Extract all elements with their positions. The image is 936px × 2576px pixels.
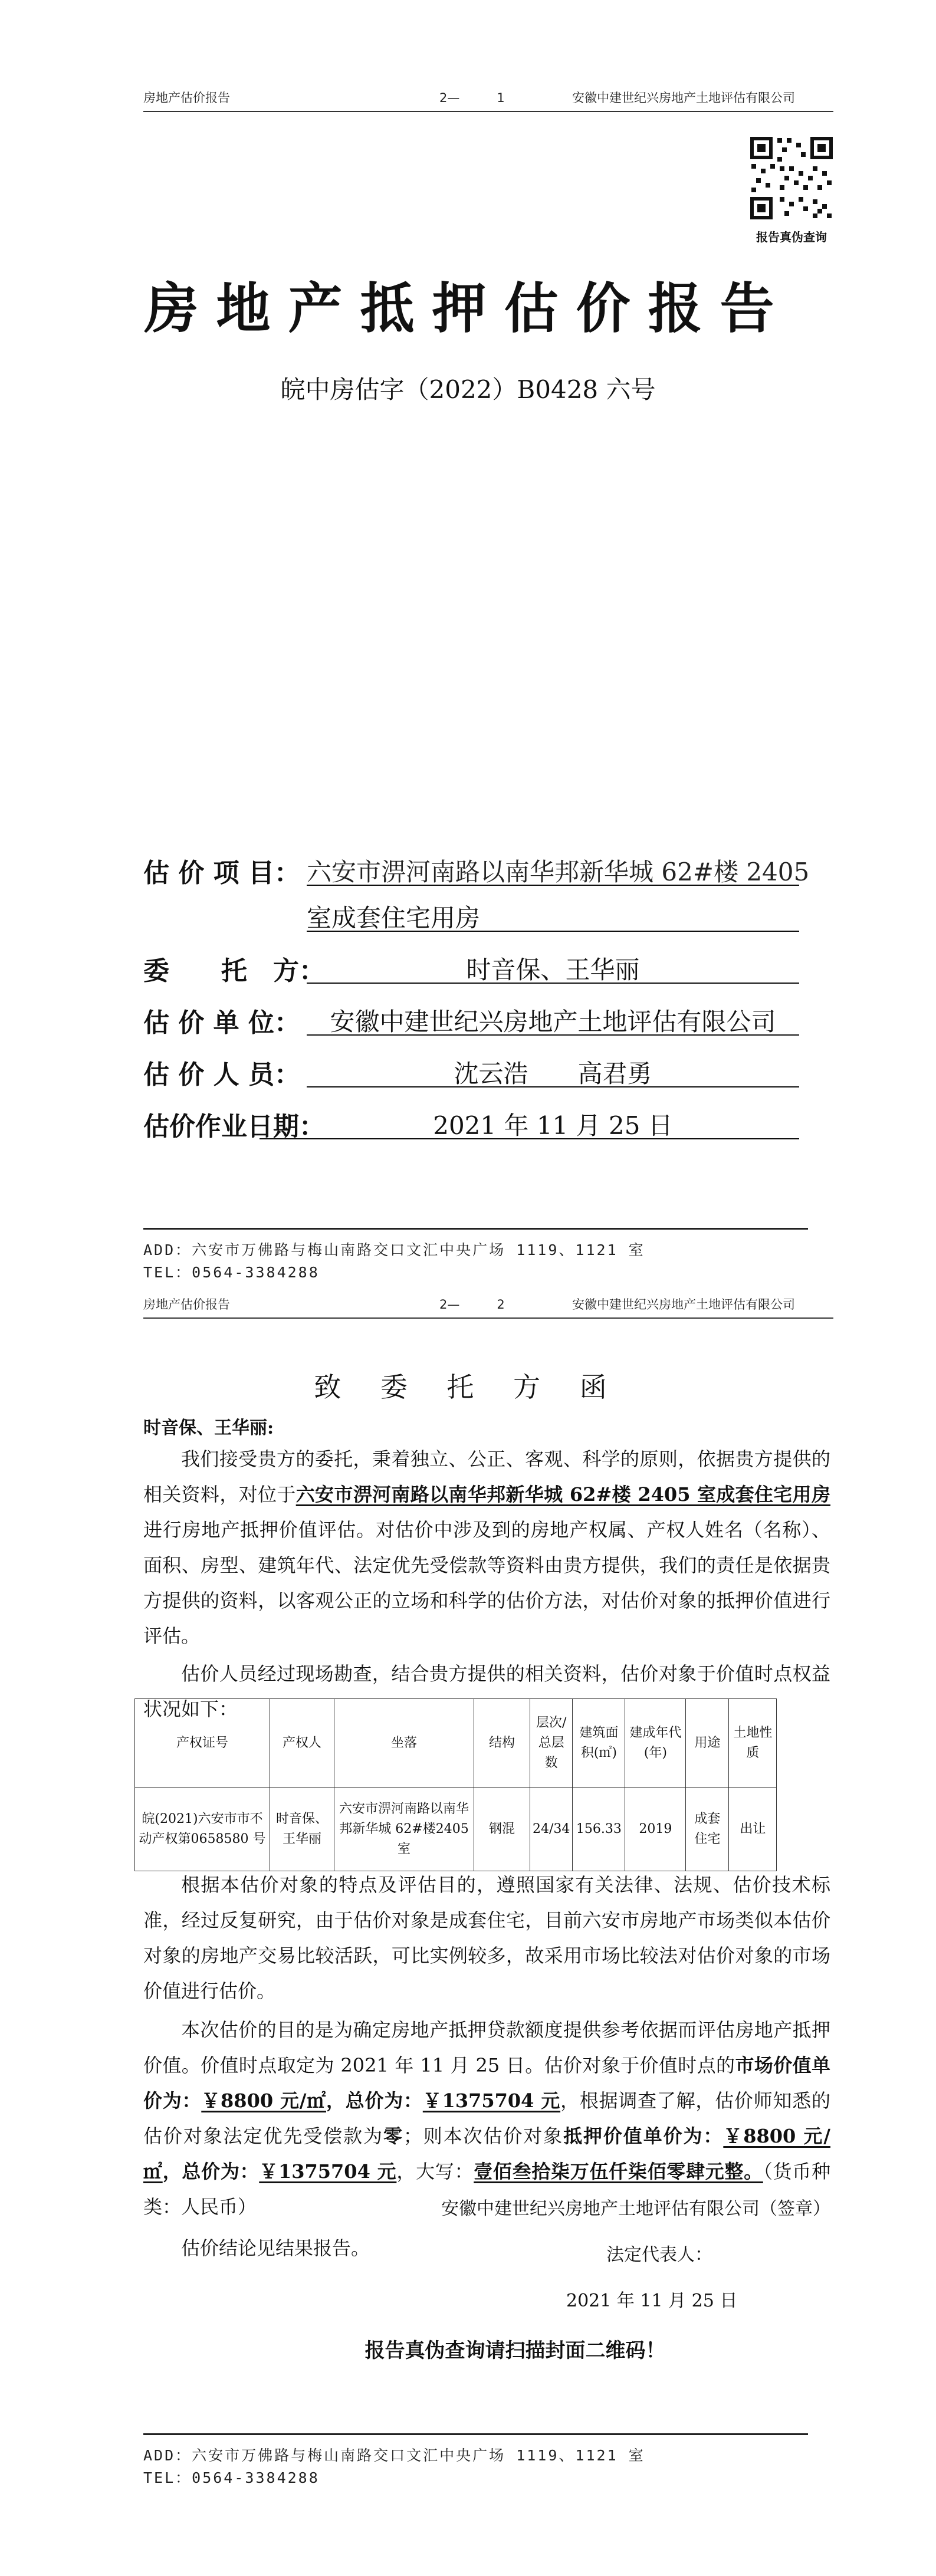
table-cell: 2019 — [625, 1788, 686, 1871]
table-header-cell: 用途 — [686, 1699, 729, 1788]
table-cell: 24/34 — [530, 1788, 573, 1871]
verification-note: 报告真伪查询请扫描封面二维码！ — [364, 2339, 666, 2363]
field-label-appraiser-firm: 估 价 单 位： — [143, 1008, 300, 1038]
page2-footer-tel: TEL：0564-3384288 — [143, 2469, 320, 2486]
signature-company: 安徽中建世纪兴房地产土地评估有限公司（签章） — [441, 2199, 830, 2219]
table-header-cell: 结构 — [474, 1699, 530, 1788]
table-header-cell: 建成年代(年) — [625, 1699, 686, 1788]
paragraph-2: 估价人员经过现场勘查，结合贵方提供的相关资料，估价对象于价值时点权益状况如下： — [143, 1662, 830, 1720]
page1-footer-rule — [143, 1228, 808, 1230]
qr-code-graphic — [748, 134, 835, 222]
field-underline — [307, 931, 799, 932]
field-label-project: 估 价 项 目： — [143, 858, 300, 888]
field-underline — [307, 983, 799, 984]
field-label-appraisers: 估 价 人 员： — [143, 1060, 300, 1090]
signature-legal-rep: 法定代表人： — [606, 2245, 712, 2265]
table-cell: 皖(2021)六安市市不动产权第0658580 号 — [135, 1788, 270, 1871]
salutation: 时音保、王华丽: — [143, 1418, 274, 1438]
table-cell: 时音保、王华丽 — [270, 1788, 334, 1871]
page2-footer-rule — [143, 2433, 808, 2435]
qr-code — [748, 134, 835, 222]
table-cell: 156.33 — [573, 1788, 625, 1871]
page2-header-rule — [143, 1317, 833, 1319]
table-header-cell: 产权证号 — [135, 1699, 270, 1788]
table-header-cell: 产权人 — [270, 1699, 334, 1788]
qr-caption: 报告真伪查询 — [756, 230, 827, 244]
page2-header-right: 安徽中建世纪兴房地产土地评估有限公司 — [572, 1297, 795, 1312]
property-table — [134, 1698, 777, 1871]
report-ref-number: 皖中房估字（2022）B0428 六号 — [280, 375, 656, 404]
table-cell: 六安市淠河南路以南华邦新华城 62#楼2405 室 — [334, 1788, 474, 1871]
field-label-client: 委 托 方： — [143, 956, 325, 986]
table-header-cell: 建筑面积(㎡) — [573, 1699, 625, 1788]
letter-title: 致 委 托 方 函 — [314, 1371, 622, 1403]
field-value-appraisers: 沈云浩 高君勇 — [454, 1059, 652, 1088]
signature-date: 2021 年 11 月 25 日 — [566, 2291, 738, 2311]
paragraph-4: 本次估价的目的是为确定房地产抵押贷款额度提供参考依据而评估房地产抵押价值。价值时点取定为 2021 年 11 月 25 日。估价对象于价值时点的市场价值单价为：￥8800 元/㎡，总价为：￥1375704 元，根据调查了解，估价师知悉的估价对象法定优先受偿款为零；则本次估价对象抵押价值单价为：￥8800 元/㎡，总价为：￥1375704 元，大写：壹佰叁拾柒万伍仟柒佰零肆元整。（货币种类：人民币） — [143, 2019, 830, 2218]
table-header-cell: 层次/总层数 — [530, 1699, 573, 1788]
field-label-work-date: 估价作业日期： — [143, 1112, 325, 1142]
page1-header-right: 安徽中建世纪兴房地产土地评估有限公司 — [572, 91, 795, 105]
field-underline — [307, 1086, 799, 1087]
page1-footer-tel: TEL：0564-3384288 — [143, 1264, 320, 1281]
field-underline — [307, 1034, 799, 1036]
table-header-cell: 土地性质 — [729, 1699, 777, 1788]
property-table-grid — [134, 1698, 777, 1871]
paragraph-5: 估价结论见结果报告。 — [181, 2237, 370, 2259]
field-value-project: 六安市淠河南路以南华邦新华城 62#楼 2405 — [307, 857, 810, 886]
table-header-cell: 坐落 — [334, 1699, 474, 1788]
table-cell: 钢混 — [474, 1788, 530, 1871]
report-title: 房地产抵押估价报告 — [144, 277, 792, 340]
field-value-client: 时音保、王华丽 — [466, 955, 640, 984]
field-value-work-date: 2021 年 11 月 25 日 — [433, 1111, 673, 1140]
table-row — [135, 1788, 777, 1871]
page1-header-left: 房地产估价报告 — [143, 91, 230, 105]
field-underline — [260, 1138, 799, 1139]
table-cell: 成套住宅 — [686, 1788, 729, 1871]
page2-header-left: 房地产估价报告 — [143, 1297, 230, 1312]
field-underline — [307, 885, 799, 886]
field-value-project-line2: 室成套住宅用房 — [307, 903, 481, 932]
page1-header-page-number: 2— 1 — [439, 91, 505, 105]
letter-body — [143, 1415, 830, 1727]
page2-header-page-number: 2— 2 — [439, 1297, 505, 1312]
paragraph-1: 我们接受贵方的委托，秉着独立、公正、客观、科学的原则，依据贵方提供的相关资料，对位于六安市淠河南路以南华邦新华城 62#楼 2405 室成套住宅用房进行房地产抵押价值评估。对估价中涉及到的房地产权属、产权人姓名（名称）、面积、房型、建筑年代、法定优先受偿款等资料由贵方提供，我们的责任是依据贵方提供的资料，以客观公正的立场和科学的估价方法，对估价对象的抵押价值进行评估。 — [143, 1448, 830, 1647]
paragraph-3: 根据本估价对象的特点及评估目的，遵照国家有关法律、法规、估价技术标准，经过反复研究，由于估价对象是成套住宅，目前六安市房地产市场类似本估价对象的房地产交易比较活跃，可比实例较多，故采用市场比较法对估价对象的市场价值进行估价。 — [143, 1874, 830, 2002]
page2-footer-address: ADD：六安市万佛路与梅山南路交口文汇中央广场 1119、1121 室 — [143, 2447, 645, 2464]
field-value-appraiser-firm: 安徽中建世纪兴房地产土地评估有限公司 — [330, 1007, 776, 1036]
page1-footer-address: ADD：六安市万佛路与梅山南路交口文汇中央广场 1119、1121 室 — [143, 1241, 645, 1259]
page1-header-rule — [143, 111, 833, 112]
table-cell: 出让 — [729, 1788, 777, 1871]
